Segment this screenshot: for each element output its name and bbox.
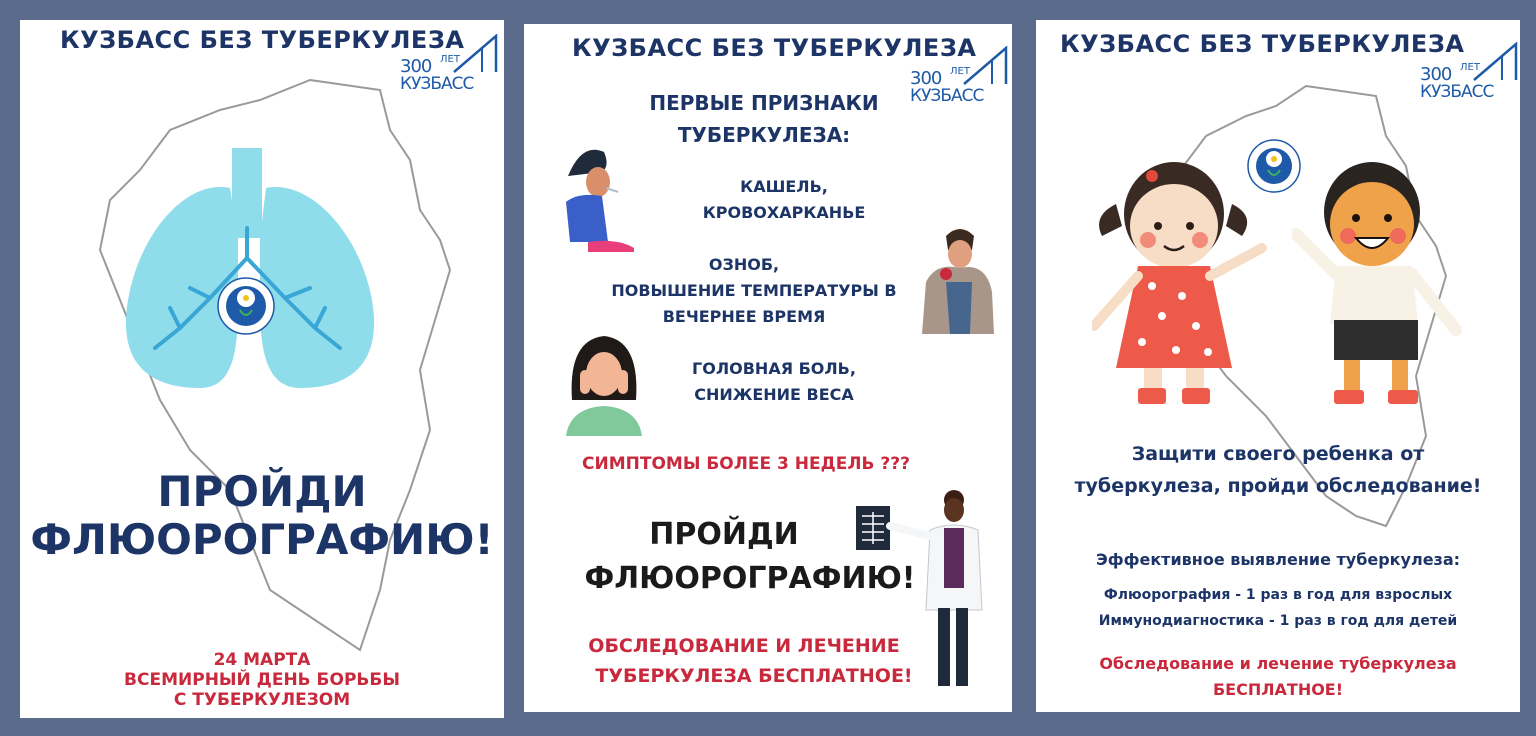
coughing-man-icon (558, 142, 638, 252)
cta-line-1: ПРОЙДИ (649, 517, 799, 552)
date-line-1: 24 МАРТА (213, 650, 311, 670)
effective-title: Эффективное выявление туберкулеза: (1095, 550, 1461, 569)
logo-300-years (1420, 42, 1520, 104)
logo-kuzbass: КУЗБАСС (1420, 82, 1494, 102)
poster-protect-child (1036, 20, 1520, 712)
symptoms-weeks: СИМПТОМЫ БОЛЕЕ 3 НЕДЕЛЬ ??? (582, 454, 910, 474)
symptom2-line2: ПОВЫШЕНИЕ ТЕМПЕРАТУРЫ В (611, 281, 897, 300)
cta-line-1: ПРОЙДИ (157, 467, 367, 516)
symptom3-line1: ГОЛОВНАЯ БОЛЬ, (692, 359, 856, 378)
girl-child-icon (1092, 156, 1268, 406)
logo-300-years (910, 46, 1012, 108)
date-line-2: ВСЕМИРНЫЙ ДЕНЬ БОРЬБЫ (124, 670, 400, 690)
logo-let: ЛЕТ (950, 66, 970, 77)
symptom2-line3: ВЕЧЕРНЕЕ ВРЕМЯ (662, 307, 826, 326)
logo-300-years (400, 34, 504, 96)
header-title: КУЗБАСС БЕЗ ТУБЕРКУЛЕЗА (60, 26, 465, 54)
headache-woman-icon (560, 330, 648, 436)
free-line-2: БЕСПЛАТНОЕ! (1212, 680, 1344, 699)
free-line-1: Обследование и лечение туберкулеза (1099, 654, 1457, 673)
lungs-illustration (120, 148, 380, 393)
symptom2-line1: ОЗНОБ, (708, 255, 780, 274)
symptom1-line1: КАШЕЛЬ, (740, 177, 828, 196)
logo-number: 300 (400, 56, 432, 77)
logo-triangle-icon (1472, 42, 1518, 82)
logo-kuzbass: КУЗБАСС (910, 86, 984, 106)
immuno-text: Иммунодиагностика - 1 раз в год для детей (1098, 613, 1458, 629)
logo-kuzbass: КУЗБАСС (400, 74, 474, 94)
protect-line-2: туберкулеза, пройди обследование! (1074, 475, 1482, 497)
free-line-1: ОБСЛЕДОВАНИЕ И ЛЕЧЕНИЕ (588, 635, 900, 657)
signs-title-1: ПЕРВЫЕ ПРИЗНАКИ (649, 91, 879, 115)
cta-line-2: ФЛЮОРОГРАФИЮ! (584, 561, 916, 596)
logo-triangle-icon (452, 34, 498, 74)
poster-world-tb-day (20, 20, 504, 718)
logo-number: 300 (1420, 64, 1452, 85)
logo-let: ЛЕТ (440, 54, 460, 65)
free-line-2: ТУБЕРКУЛЕЗА БЕСПЛАТНОЕ! (595, 665, 913, 687)
sick-man-blanket-icon (916, 222, 996, 334)
cta-line-2: ФЛЮОРОГРАФИЮ! (30, 515, 494, 564)
protect-line-1: Защити своего ребенка от (1131, 443, 1425, 465)
tb-emblem-icon (216, 276, 276, 336)
header-title: КУЗБАСС БЕЗ ТУБЕРКУЛЕЗА (572, 34, 977, 62)
logo-triangle-icon (962, 46, 1008, 86)
date-line-3: С ТУБЕРКУЛЕЗОМ (173, 690, 351, 710)
symptom1-line2: КРОВОХАРКАНЬЕ (702, 203, 866, 222)
fluoro-text: Флюорография - 1 раз в год для взрослых (1103, 587, 1453, 603)
logo-let: ЛЕТ (1460, 62, 1480, 73)
logo-number: 300 (910, 68, 942, 89)
poster-first-signs (524, 24, 1012, 712)
header-title: КУЗБАСС БЕЗ ТУБЕРКУЛЕЗА (1060, 30, 1465, 58)
boy-child-icon (1292, 154, 1468, 406)
symptom3-line2: СНИЖЕНИЕ ВЕСА (694, 385, 854, 404)
signs-title-2: ТУБЕРКУЛЕЗА: (677, 123, 851, 147)
